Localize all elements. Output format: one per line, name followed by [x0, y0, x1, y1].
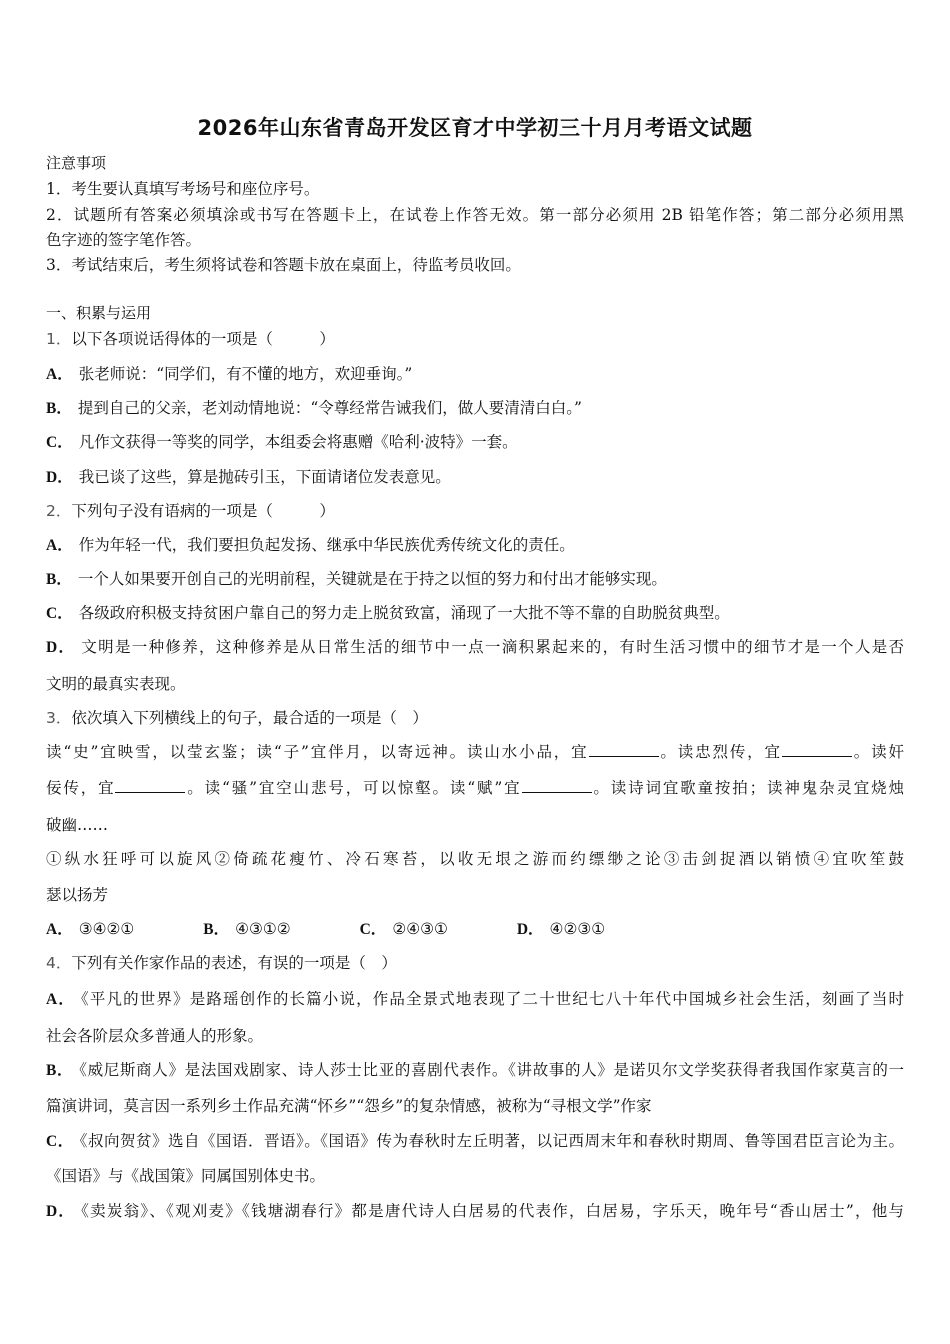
question-text: 下列有关作家作品的表述，有误的一项是（ ） — [71, 954, 397, 972]
q2-option-d: D． 文明是一种修养，这种修养是从日常生活的细节中一点一滴积累起来的，有时生活习惯中的细节才是一个人是否 — [46, 638, 904, 656]
question-number: 1． — [46, 330, 72, 348]
page-title: 2026年山东省青岛开发区育才中学初三十月月考语文试题 — [197, 116, 753, 140]
q3-option-d: D． ④②③① — [516, 920, 606, 938]
question-number: 4． — [46, 954, 72, 972]
q4-option-c-cont: 《国语》与《战国策》同属国别体史书。 — [46, 1167, 326, 1185]
q3-options — [46, 917, 669, 939]
notice-item-1: 1．考生要认真填写考场号和座位序号。 — [46, 180, 320, 198]
fill-blank[interactable] — [115, 778, 185, 793]
q2-option-a: A． 作为年轻一代，我们要担负起发扬、继承中华民族优秀传统文化的责任。 — [46, 536, 575, 554]
q2-option-d-cont: 文明的最真实表现。 — [46, 675, 186, 693]
q1-option-d: D． 我已谈了这些，算是抛砖引玉，下面请诸位发表意见。 — [46, 468, 451, 486]
q3-choices: ①纵水狂呼可以旋风②倚疏花瘦竹、冷石寒苔，以收无垠之游而约缥缈之论③击剑捉酒以销愤④宜吹笙鼓 — [46, 850, 904, 868]
q1-option-b: B． 提到自己的父亲，老刘动情地说：“令尊经常告诫我们，做人要清清白白。” — [46, 399, 582, 417]
q2-option-b: B． 一个人如果要开创自己的光明前程，关键就是在于持之以恒的努力和付出才能够实现。 — [46, 570, 667, 588]
q3-passage-line-1: 读“史”宜映雪，以莹玄鉴；读“子”宜伴月，以寄远神。读山水小品，宜 。读忠烈传，宜 。读奸 — [46, 743, 904, 761]
q3-option-c: C． ②④③① — [359, 920, 448, 938]
q2-option-c: C． 各级政府积极支持贫困户靠自己的努力走上脱贫致富，涌现了一大批不等不靠的自助脱贫典型。 — [46, 604, 730, 622]
question-text: 依次填入下列横线上的句子，最合适的一项是（ ） — [71, 709, 428, 727]
q4-option-a-cont: 社会各阶层众多普通人的形象。 — [46, 1027, 264, 1045]
question-4-stem — [46, 951, 397, 973]
notice-item-2-cont: 色字迹的签字笔作答。 — [46, 231, 202, 249]
question-text: 以下各项说话得体的一项是（ ） — [71, 330, 335, 348]
question-text: 下列句子没有语病的一项是（ ） — [71, 502, 335, 520]
question-2-stem — [46, 499, 335, 521]
question-number: 2． — [46, 502, 72, 520]
section-heading: 一、积累与运用 — [46, 304, 152, 322]
question-3-stem — [46, 706, 428, 728]
q4-option-b: B． 《威尼斯商人》是法国戏剧家、诗人莎士比亚的喜剧代表作。《讲故事的人》是诺贝尔文学奖获得者我国作家莫言的一 — [46, 1061, 904, 1079]
q3-passage-line-2: 佞传，宜 。读“骚”宜空山悲号，可以惊壑。读“赋”宜 。读诗词宜歌童按拍；读神鬼杂灵宜烧烛 — [46, 779, 904, 797]
fill-blank[interactable] — [589, 742, 659, 757]
notice-heading: 注意事项 — [46, 154, 107, 172]
q4-option-d: D． 《卖炭翁》、《观刈麦》《钱塘湖春行》都是唐代诗人白居易的代表作，白居易，字乐天，晚年号“香山居士”，他与 — [46, 1202, 904, 1220]
q4-option-b-cont: 篇演讲词，莫言因一系列乡土作品充满“怀乡”“怨乡”的复杂情感，被称为“寻根文学”作家 — [46, 1097, 652, 1115]
q3-choices-cont: 瑟以扬芳 — [46, 886, 109, 904]
notice-item-3: 3．考试结束后，考生须将试卷和答题卡放在桌面上，待监考员收回。 — [46, 256, 521, 274]
fill-blank[interactable] — [522, 778, 592, 793]
q3-option-b: B． ④③①② — [203, 920, 291, 938]
notice-item-2: 2．试题所有答案必须填涂或书写在答题卡上，在试卷上作答无效。第一部分必须用 2B 铅笔作答；第二部分必须用黑 — [46, 206, 904, 224]
fill-blank[interactable] — [782, 742, 852, 757]
q4-option-c: C． 《叔向贺贫》选自《国语．晋语》。《国语》传为春秋时左丘明著，以记西周末年和春秋时期周、鲁等国君臣言论为主。 — [46, 1132, 904, 1150]
q1-option-c: C． 凡作文获得一等奖的同学，本组委会将惠赠《哈利·波特》一套。 — [46, 433, 518, 451]
q3-passage-line-3: 破幽…… — [46, 816, 109, 834]
q3-option-a: A． ③④②① — [46, 920, 135, 938]
q4-option-a: A． 《平凡的世界》是路瑶创作的长篇小说，作品全景式地表现了二十世纪七八十年代中国城乡社会生活，刻画了当时 — [46, 990, 904, 1008]
q1-option-a: A． 张老师说：“同学们，有不懂的地方，欢迎垂询。” — [46, 365, 413, 383]
question-number: 3． — [46, 709, 72, 727]
question-1-stem — [46, 327, 335, 349]
